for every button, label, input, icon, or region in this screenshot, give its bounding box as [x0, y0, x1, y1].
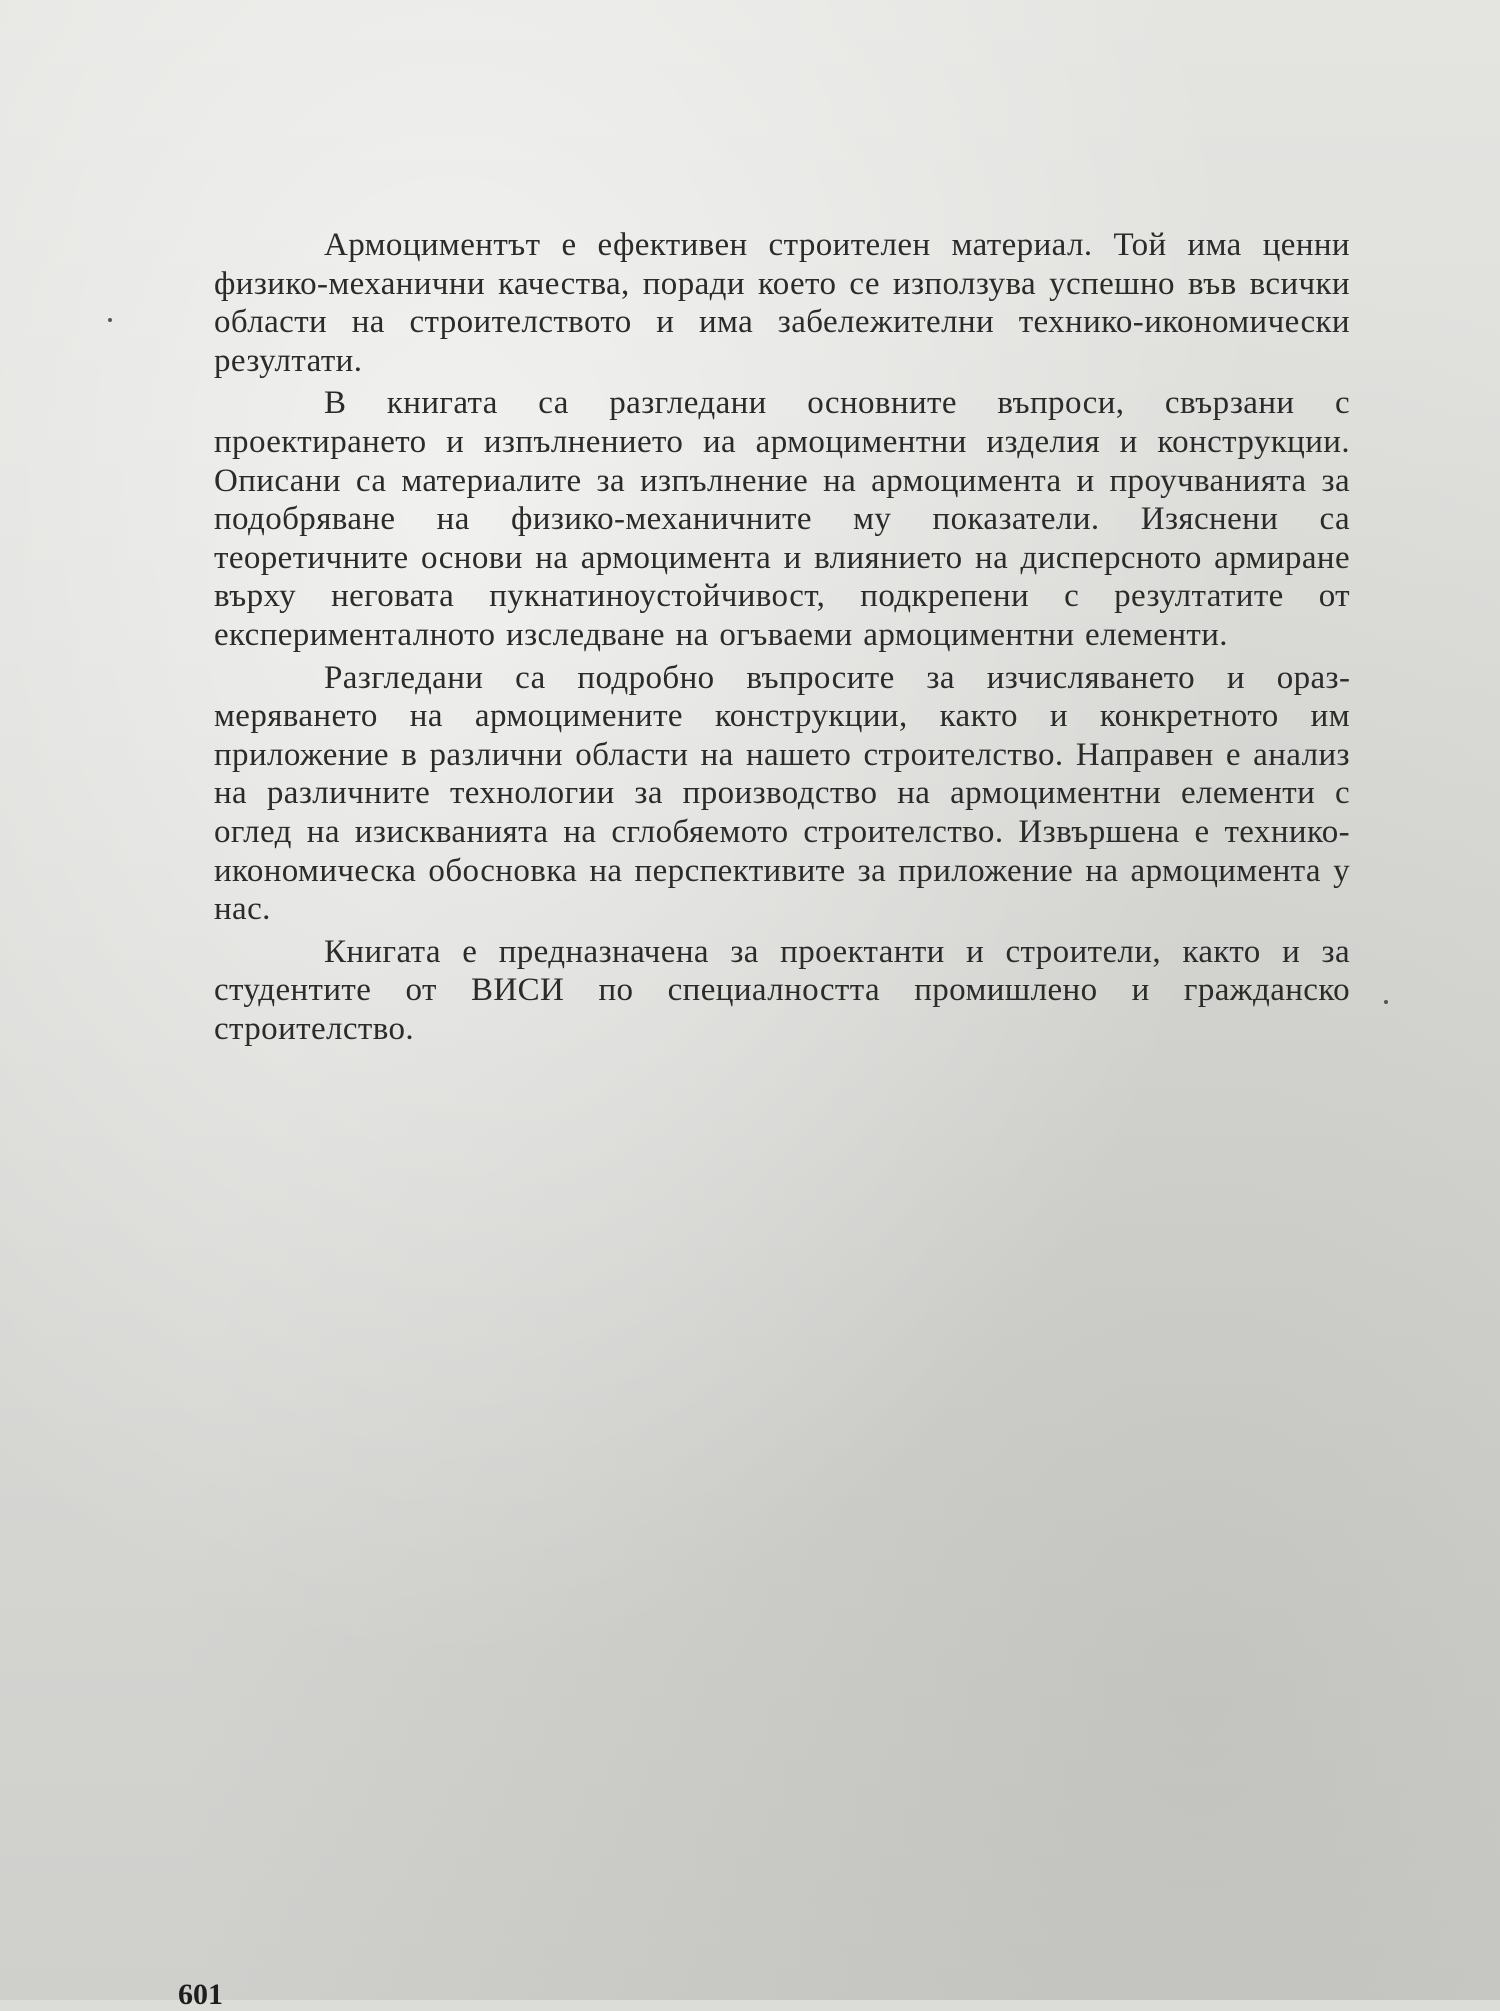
paragraph-4: Книгата е предназначена за проектанти и строители, както и за студентите от ВИСИ по специалността промишлено и гражданско строителство. — [214, 933, 1350, 1047]
page-number: 601 — [178, 1978, 223, 2011]
paragraph-1: Армоциментът е ефективен строителен материал. Той има ценни физико-механични качества, поради което се използува успешно във всички области на строителството и има забележителни технико-икономически резултати. — [214, 227, 1350, 379]
paper-speck — [108, 318, 112, 322]
paragraph-2: В книгата са разгледани основните въпроси, свързани с проектирането и изпълнението иа армоциментни изделия и конструкции. Описани са материалите за изпълнение на армоцимента и проучванията за подобряване на физико-механичните му показатели. Изяснени са теоретичните основи на армоцимента и влиянието на дисперсното армиране върху неговата пукнатиноустойчивост, подкрепени с резултатите от експерименталното изследване на огъваеми армоциментни елементи. — [214, 385, 1350, 653]
paper-speck — [1384, 1000, 1388, 1004]
abstract-text — [214, 226, 1350, 1052]
paragraph-3: Разгледани са подробно въпросите за изчисляването и оразмеряването на армоцимените конструкции, както и конкретното им приложение в различни области на нашето строителство. Направен е анализ на различните технологии за производство на армоциментни елементи с оглед на изискванията на сглобяемото строителство. Извършена е технико-икономическа обосновка на перспективите за приложение на армоцимента у нас. — [214, 659, 1350, 928]
